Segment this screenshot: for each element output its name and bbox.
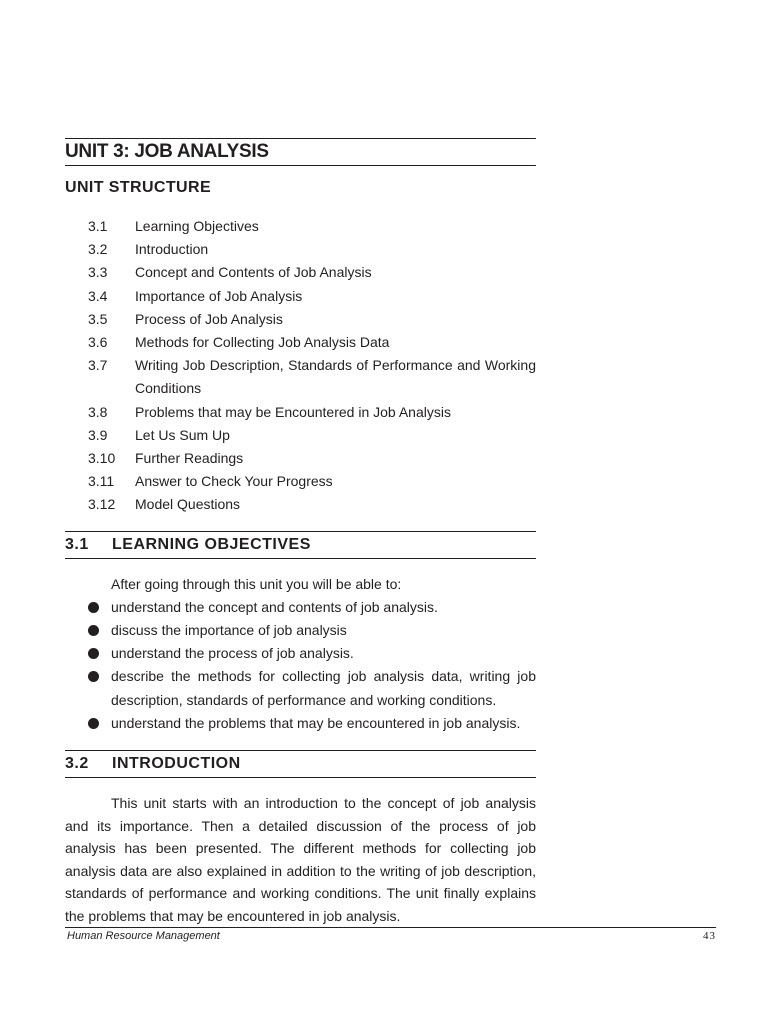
section-title: INTRODUCTION — [112, 755, 241, 773]
objectives-list — [65, 596, 536, 735]
toc-item — [65, 215, 536, 238]
toc-item-label: Importance of Job Analysis — [135, 287, 303, 304]
toc-item — [65, 331, 536, 354]
objective-item — [65, 665, 536, 711]
section-title: LEARNING OBJECTIVES — [112, 535, 311, 553]
bullet-icon — [65, 712, 111, 735]
toc-item-number: 3.3 — [88, 264, 108, 281]
toc-item-label: Writing Job Description, Standards of Performance and Working Conditions — [135, 357, 536, 397]
toc-item-number: 3.11 — [88, 473, 115, 490]
unit-structure-list — [65, 215, 536, 517]
toc-item — [65, 424, 536, 447]
page-footer — [65, 927, 716, 946]
objective-text: discuss the importance of job analysis — [111, 622, 347, 639]
toc-item-number: 3.2 — [88, 241, 108, 258]
toc-item-label: Model Questions — [135, 496, 241, 513]
footer-book-title: Human Resource Management — [67, 930, 220, 942]
toc-item-label: Introduction — [135, 241, 209, 258]
toc-item-label: Let Us Sum Up — [135, 426, 230, 443]
toc-item — [65, 261, 536, 284]
toc-item-label: Learning Objectives — [135, 218, 259, 234]
toc-item-number: 3.9 — [88, 426, 108, 443]
bullet-icon — [65, 665, 111, 711]
learning-objectives-heading — [65, 531, 536, 559]
toc-item-number: 3.12 — [88, 496, 116, 513]
objective-text: understand the concept and contents of job analysis. — [111, 598, 438, 615]
toc-item — [65, 447, 536, 470]
introduction-paragraph: This unit starts with an introduction to the concept of job analysis and its importance. Then a detailed discussion of the process of job analysis has been presented. The different methods for collecting job analysis data are also explained in addition to the writing of job description, standards of performance and working conditions. The unit finally explains the problems that may be encountered in job analysis. — [65, 795, 536, 925]
toc-item-label: Problems that may be Encountered in Job Analysis — [135, 403, 451, 420]
objective-item — [65, 712, 536, 735]
toc-item-label: Process of Job Analysis — [135, 310, 283, 327]
toc-item-number: 3.5 — [88, 310, 108, 327]
toc-item — [65, 354, 536, 400]
toc-item-label: Concept and Contents of Job Analysis — [135, 264, 372, 281]
section-number: 3.2 — [65, 755, 89, 773]
objective-text: understand the process of job analysis. — [111, 645, 354, 662]
objectives-intro: After going through this unit you will be able to: — [111, 575, 402, 592]
objective-item — [65, 619, 536, 642]
objective-item — [65, 642, 536, 665]
page-content — [65, 138, 536, 942]
objective-item — [65, 596, 536, 619]
objective-text: describe the methods for collecting job analysis data, writing job description, standards of performance and working conditions. — [111, 668, 536, 708]
bullet-icon — [65, 619, 111, 642]
unit-title: UNIT 3: JOB ANALYSIS — [65, 138, 536, 166]
unit-structure-heading: UNIT STRUCTURE — [65, 179, 212, 196]
toc-item-number: 3.7 — [88, 357, 108, 374]
toc-item — [65, 493, 536, 516]
introduction-heading — [65, 750, 536, 778]
toc-item — [65, 238, 536, 261]
toc-item-label: Answer to Check Your Progress — [135, 473, 333, 490]
toc-item-number: 3.8 — [88, 403, 108, 420]
page-number: 43 — [703, 930, 716, 942]
objective-text: understand the problems that may be encountered in job analysis. — [111, 714, 521, 731]
toc-item — [65, 470, 536, 493]
toc-item-label: Methods for Collecting Job Analysis Data — [135, 334, 390, 351]
toc-item — [65, 308, 536, 331]
toc-item-number: 3.6 — [88, 334, 108, 351]
bullet-icon — [65, 596, 111, 619]
section-number: 3.1 — [65, 535, 89, 553]
toc-item-number: 3.1 — [88, 218, 108, 234]
toc-item — [65, 401, 536, 424]
toc-item-label: Further Readings — [135, 450, 244, 467]
toc-item-number: 3.10 — [88, 450, 116, 467]
toc-item-number: 3.4 — [88, 287, 108, 304]
bullet-icon — [65, 642, 111, 665]
toc-item — [65, 285, 536, 308]
